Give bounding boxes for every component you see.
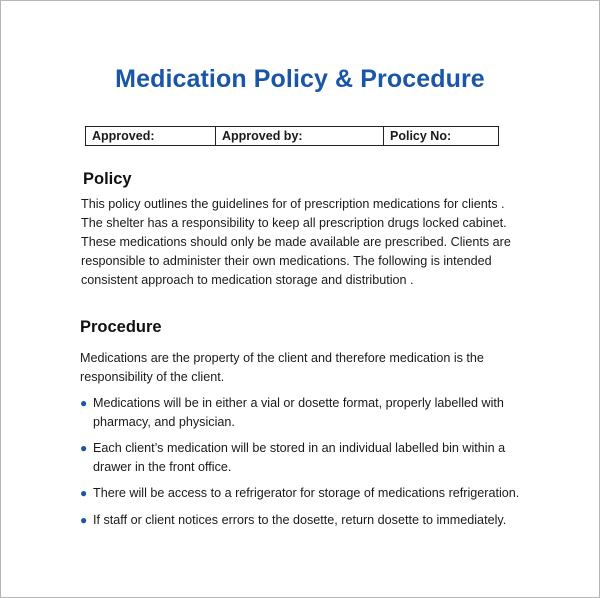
policy-no-cell: Policy No: [383,127,498,145]
bullet-line: pharmacy, and physician. [93,415,235,429]
bullet-line: drawer in the front office. [93,460,232,474]
bullet-dot-icon: ● [80,396,88,410]
procedure-heading: Procedure [80,318,162,336]
procedure-intro-line: Medications are the property of the client and therefore medication is the [80,351,484,365]
policy-paragraph [81,195,521,290]
bullet-dot-icon: ● [80,513,88,527]
policy-heading: Policy [83,170,132,188]
bullet-dot-icon: ● [80,441,88,455]
procedure-intro-line: responsibility of the client. [80,370,225,384]
policy-line: responsible to administer their own medications. The following is intended [81,254,492,268]
approved-cell: Approved: [92,129,155,143]
bullet-line: There will be access to a refrigerator for storage of medications refrigeration. [93,486,520,500]
approval-table [85,126,499,146]
policy-line: This policy outlines the guidelines for of prescription medications for clients . [81,197,505,211]
policy-line: consistent approach to medication storage and distribution . [81,273,414,287]
bullet-line: Each client’s medication will be stored in an individual labelled bin within a [93,441,506,455]
bullet-text [93,439,505,477]
bullet-dot-icon: ● [80,486,88,500]
bullet-text [93,484,519,503]
document-title: Medication Policy & Procedure [115,65,485,93]
bullet-text [93,394,504,432]
policy-line: The shelter has a responsibility to keep all prescription drugs locked cabinet. [81,216,507,230]
procedure-intro-paragraph [80,349,520,387]
bullet-line: If staff or client notices errors to the dosette, return dosette to immediately. [93,513,507,527]
bullet-line: Medications will be in either a vial or dosette format, properly labelled with [93,396,504,410]
policy-line: These medications should only be made available are prescribed. Clients are [81,235,511,249]
bullet-text [93,511,506,530]
approved-by-cell: Approved by: [215,127,383,145]
